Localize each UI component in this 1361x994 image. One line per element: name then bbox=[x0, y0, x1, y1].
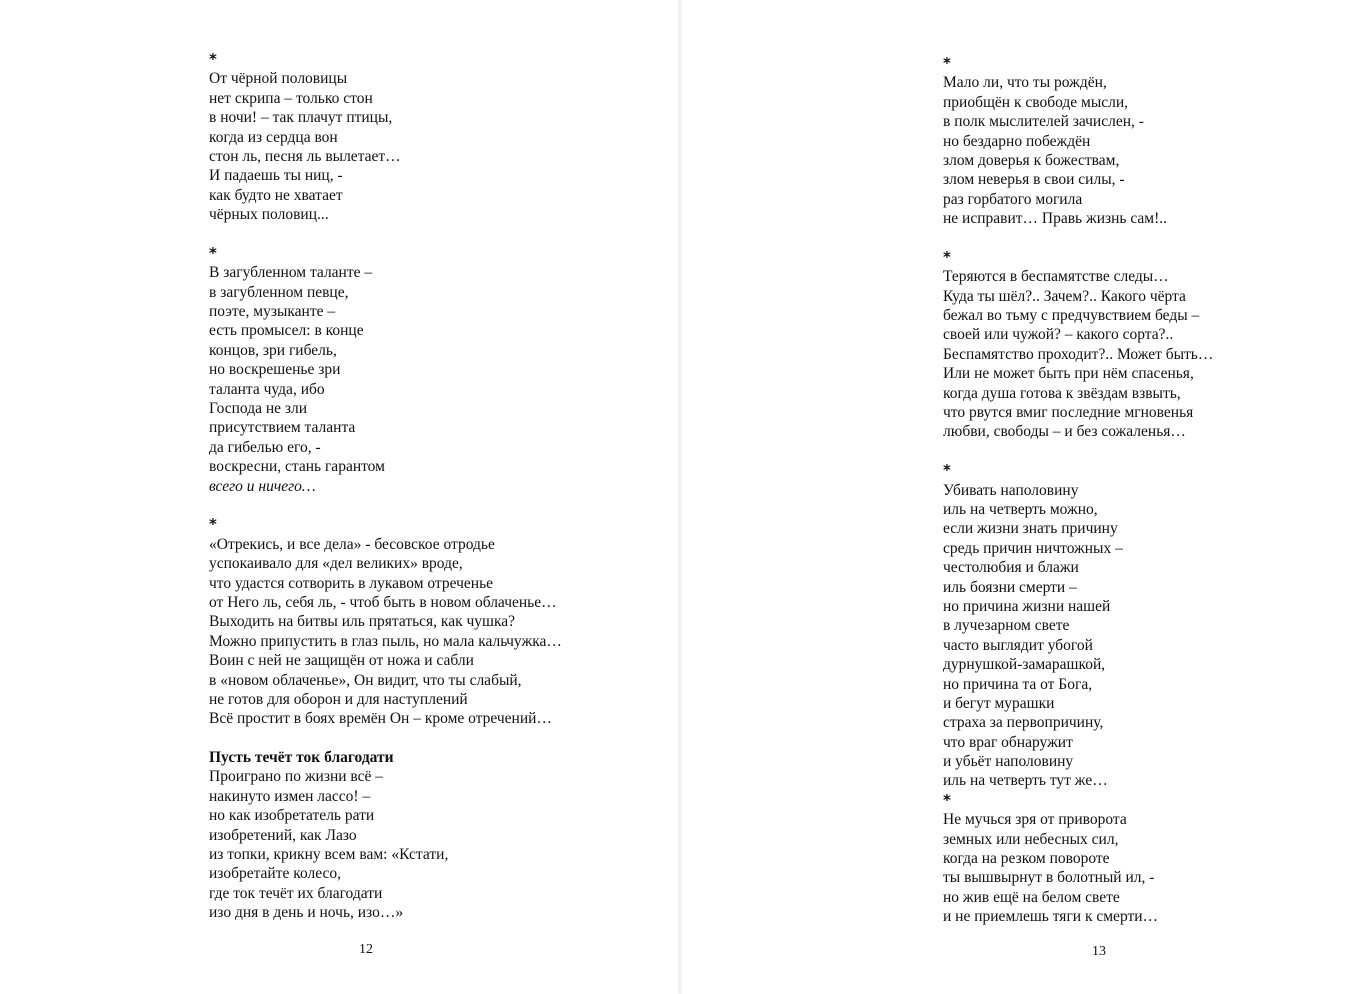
poem-line: иль на четверть тут же… bbox=[943, 772, 1108, 790]
poem-line: Господа не зли bbox=[209, 400, 308, 418]
poem-line: есть промысел: в конце bbox=[209, 322, 364, 340]
right-page bbox=[680, 0, 1361, 994]
section-asterisk: * bbox=[943, 790, 951, 809]
section-asterisk: * bbox=[943, 54, 951, 72]
poem-line: не готов для оборон и для наступлений bbox=[209, 690, 468, 708]
poem bbox=[209, 244, 629, 496]
poem-line: Выходить на битвы иль прятаться, как чушка? bbox=[209, 613, 516, 631]
poem-line: но воскрешенье зри bbox=[209, 361, 341, 379]
poem-line: но жив ещё на белом свете bbox=[943, 888, 1120, 906]
poem-line: Теряются в беспамятстве следы… bbox=[943, 268, 1169, 286]
poem-line: И падаешь ты ниц, - bbox=[209, 167, 343, 185]
poem-line: Можно припустить в глаз пыль, но мала кальчужка… bbox=[209, 632, 562, 650]
poem-line: в «новом облаченье», Он видит, что ты слабый, bbox=[209, 671, 522, 689]
poem-line: таланта чуда, ибо bbox=[209, 380, 325, 398]
left-page-text bbox=[209, 50, 629, 923]
poem-line: из топки, крикну всем вам: «Кстати, bbox=[209, 846, 449, 864]
poem-line: средь причин ничтожных – bbox=[943, 539, 1123, 557]
poem-line: земных или небесных сил, bbox=[943, 830, 1119, 848]
poem-line: чёрных половиц... bbox=[209, 206, 329, 224]
poem-line: Беспамятство проходит?.. Может быть… bbox=[943, 345, 1214, 363]
poem-line: Воин с ней не защищён от ножа и сабли bbox=[209, 652, 474, 670]
poem-line: «Отрекись, и все дела» - бесовское отродье bbox=[209, 535, 495, 553]
poem-line: накинуто измен лассо! – bbox=[209, 787, 371, 805]
poem-line: когда душа готова к звёздам взвыть, bbox=[943, 384, 1181, 402]
poem-line: в загубленном певце, bbox=[209, 283, 349, 301]
poem-line: изобретений, как Лазо bbox=[209, 826, 357, 844]
poem-line: ты вышвырнут в болотный ил, - bbox=[943, 869, 1155, 887]
poem-line: да гибелью его, - bbox=[209, 438, 321, 456]
poem-line: когда из сердца вон bbox=[209, 128, 338, 146]
poem-line: Проиграно по жизни всё – bbox=[209, 768, 384, 786]
poem-line: От чёрной половицы bbox=[209, 70, 348, 88]
poem-line: но как изобретатель рати bbox=[209, 807, 375, 825]
poem-line: нет скрипа – только стон bbox=[209, 89, 373, 107]
poem-line: но причина та от Бога, bbox=[943, 675, 1093, 693]
poem-line: как будто не хватает bbox=[209, 186, 343, 204]
poem bbox=[209, 515, 629, 728]
poem-line: в лучезарном свете bbox=[943, 617, 1070, 635]
poem-line: часто выглядит убогой bbox=[943, 636, 1093, 654]
poem-line: и бегут мурашки bbox=[943, 694, 1055, 712]
poem-line: что враг обнаружит bbox=[943, 733, 1073, 751]
poem-line: Мало ли, что ты рождён, bbox=[943, 74, 1107, 92]
poem-line: присутствием таланта bbox=[209, 419, 356, 437]
poem-line: что удастся сотворить в лукавом отреченье bbox=[209, 574, 494, 592]
page-number: 12 bbox=[359, 942, 373, 957]
poem-line: и убьёт наполовину bbox=[943, 753, 1074, 771]
right-page-text bbox=[943, 54, 1343, 927]
poem-line: Убивать наполовину bbox=[943, 481, 1079, 499]
poem-line: когда на резком повороте bbox=[943, 850, 1110, 868]
poem-line: Не мучься зря от приворота bbox=[943, 811, 1127, 829]
poem-line: злом доверья к божествам, bbox=[943, 151, 1120, 169]
poem-line: что рвутся вмиг последние мгновенья bbox=[943, 404, 1194, 422]
poem bbox=[943, 54, 1343, 229]
poem-title: Пусть течёт ток благодати bbox=[209, 749, 394, 767]
poem-line: В загубленном таланте – bbox=[209, 264, 373, 282]
left-page bbox=[0, 0, 680, 994]
poem-line: стон ль, песня ль вылетает… bbox=[209, 147, 401, 165]
poem-line: дурнушкой-замарашкой, bbox=[943, 656, 1106, 674]
poem-line: если жизни знать причину bbox=[943, 520, 1118, 538]
poem-line: своей или чужой? – какого сорта?.. bbox=[943, 326, 1174, 344]
poem-line: изо дня в день и ночь, изо…» bbox=[209, 904, 404, 922]
poem-line: в ночи! – так плачут птицы, bbox=[209, 109, 393, 127]
poem bbox=[943, 791, 1343, 927]
poem-line: где ток течёт их благодати bbox=[209, 884, 383, 902]
poem-line: но бездарно побеждён bbox=[943, 132, 1091, 150]
section-asterisk: * bbox=[943, 461, 951, 480]
poem-line: бежал во тьму с предчувствием беды – bbox=[943, 307, 1200, 325]
poem-line: Всё простит в боях времён Он – кроме отречений… bbox=[209, 710, 552, 728]
poem-line: не исправит… Правь жизнь сам!.. bbox=[943, 210, 1168, 228]
poem bbox=[943, 248, 1343, 442]
poem-line: успокаивало для «дел великих» вроде, bbox=[209, 555, 463, 573]
poem-line: изобретайте колесо, bbox=[209, 865, 342, 883]
section-asterisk: * bbox=[209, 515, 217, 534]
poem-line: от Него ль, себя ль, - чтоб быть в новом облаченье… bbox=[209, 593, 557, 611]
poem-line: иль боязни смерти – bbox=[943, 578, 1077, 596]
poem-line: страха за первопричину, bbox=[943, 714, 1104, 732]
poem-line: концов, зри гибель, bbox=[209, 341, 337, 359]
poem-line: в полк мыслителей зачислен, - bbox=[943, 113, 1144, 131]
poem-line: Куда ты шёл?.. Зачем?.. Какого чёрта bbox=[943, 287, 1186, 305]
section-asterisk: * bbox=[209, 50, 217, 68]
poem-line: воскресни, стань гарантом bbox=[209, 458, 385, 476]
poem bbox=[943, 461, 1343, 791]
poem-line: злом неверья в свои силы, - bbox=[943, 171, 1125, 189]
poem-line: честолюбия и блажи bbox=[943, 559, 1079, 577]
poem bbox=[209, 748, 629, 923]
poem-line: но причина жизни нашей bbox=[943, 597, 1111, 615]
poem-line: иль на четверть можно, bbox=[943, 500, 1098, 518]
poem-line: Или не может быть при нём спасенья, bbox=[943, 365, 1194, 383]
poem-line: приобщён к свободе мысли, bbox=[943, 93, 1129, 111]
section-asterisk: * bbox=[209, 243, 217, 262]
poem bbox=[209, 50, 629, 225]
poem-line: раз горбатого могила bbox=[943, 190, 1083, 208]
poem-line: любви, свободы – и без сожаленья… bbox=[943, 423, 1186, 441]
poem-line: поэте, музыканте – bbox=[209, 303, 336, 321]
poem-line-italic: всего и ничего… bbox=[209, 477, 316, 495]
poem-line: и не приемлешь тяги к смерти… bbox=[943, 908, 1159, 926]
page-number: 13 bbox=[1092, 944, 1106, 959]
section-asterisk: * bbox=[943, 247, 951, 266]
